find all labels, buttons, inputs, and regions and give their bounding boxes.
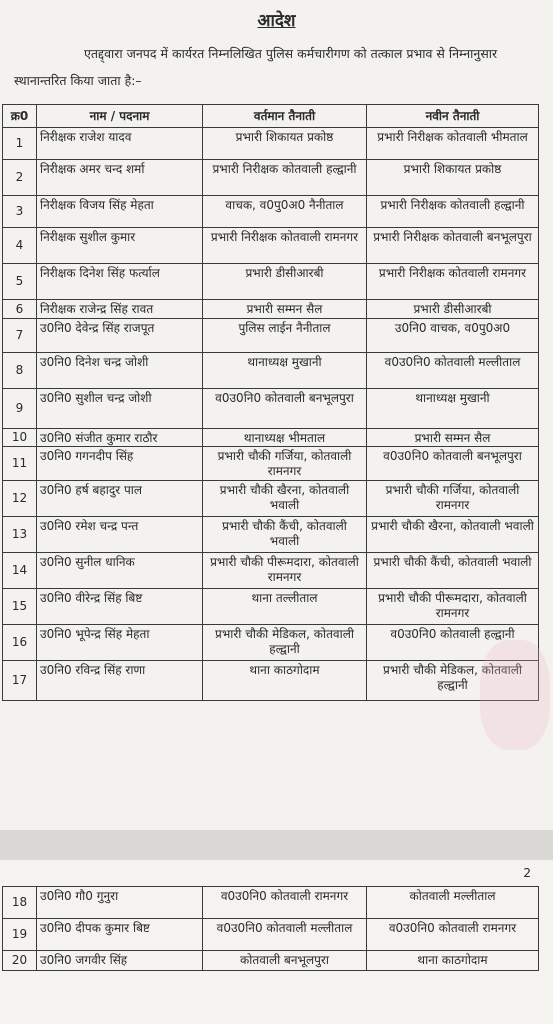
header-name: नाम / पदनाम [37,105,203,128]
table-row [3,553,539,589]
name-cell: उ0नि0 भूपेन्द्र सिंह मेहता [37,625,203,661]
current-posting-cell: थानाध्यक्ष भीमताल [203,429,367,447]
new-posting-cell: प्रभारी निरीक्षक कोतवाली भीमताल [367,128,539,160]
serial-cell: 9 [3,389,37,429]
new-posting-cell: प्रभारी निरीक्षक कोतवाली रामनगर [367,264,539,300]
current-posting-cell: प्रभारी सम्मन सैल [203,300,367,319]
name-cell: उ0नि0 दिनेश चन्द्र जोशी [37,353,203,389]
new-posting-cell: प्रभारी निरीक्षक कोतवाली बनभूलपुरा [367,228,539,264]
new-posting-cell: प्रभारी डीसीआरबी [367,300,539,319]
serial-cell: 11 [3,447,37,481]
name-cell: उ0नि0 सुनील धानिक [37,553,203,589]
new-posting-cell: प्रभारी चौकी मेडिकल, कोतवाली हल्द्वानी [367,661,539,701]
serial-cell: 20 [3,951,37,971]
new-posting-cell: व0उ0नि0 कोतवाली मल्लीताल [367,353,539,389]
serial-cell: 18 [3,887,37,919]
name-cell: निरीक्षक अमर चन्द शर्मा [37,160,203,196]
name-cell: उ0नि0 सुशील चन्द्र जोशी [37,389,203,429]
table-row [3,300,539,319]
table-row [3,887,539,919]
table-row [3,517,539,553]
current-posting-cell: प्रभारी चौकी पीरूमदारा, कोतवाली रामनगर [203,553,367,589]
document-title: आदेश [257,11,296,31]
name-cell: उ0नि0 देवेन्द्र सिंह राजपूत [37,319,203,353]
name-cell: उ0नि0 गगनदीप सिंह [37,447,203,481]
pink-stain [480,640,550,750]
serial-cell: 10 [3,429,37,447]
table-row [3,481,539,517]
current-posting-cell: वाचक, व0पु0अ0 नैनीताल [203,196,367,228]
new-posting-cell: प्रभारी चौकी पीरूमदारा, कोतवाली रामनगर [367,589,539,625]
serial-cell: 3 [3,196,37,228]
table-row [3,160,539,196]
new-posting-cell: उ0नि0 वाचक, व0पु0अ0 [367,319,539,353]
name-cell: उ0नि0 रमेश चन्द्र पन्त [37,517,203,553]
serial-cell: 7 [3,319,37,353]
table-header-row [3,105,539,128]
name-cell: निरीक्षक सुशील कुमार [37,228,203,264]
new-posting-cell: थानाध्यक्ष मुखानी [367,389,539,429]
current-posting-cell: प्रभारी चौकी खैरना, कोतवाली भवाली [203,481,367,517]
name-cell: उ0नि0 रविन्द्र सिंह राणा [37,661,203,701]
table-row [3,264,539,300]
name-cell: उ0नि0 जगवीर सिंह [37,951,203,971]
current-posting-cell: कोतवाली बनभूलपुरा [203,951,367,971]
new-posting-cell: प्रभारी शिकायत प्रकोष्ठ [367,160,539,196]
current-posting-cell: प्रभारी चौकी गर्जिया, कोतवाली रामनगर [203,447,367,481]
current-posting-cell: प्रभारी निरीक्षक कोतवाली हल्द्वानी [203,160,367,196]
new-posting-cell: व0उ0नि0 कोतवाली बनभूलपुरा [367,447,539,481]
current-posting-cell: व0उ0नि0 कोतवाली रामनगर [203,887,367,919]
table-row [3,661,539,701]
current-posting-cell: प्रभारी चौकी मेडिकल, कोतवाली हल्द्वानी [203,625,367,661]
name-cell: उ0नि0 वीरेन्द्र सिंह बिष्ट [37,589,203,625]
current-posting-cell: थाना काठगोदाम [203,661,367,701]
name-cell: निरीक्षक विजय सिंह मेहता [37,196,203,228]
serial-cell: 2 [3,160,37,196]
table-row [3,196,539,228]
serial-cell: 12 [3,481,37,517]
table-row [3,429,539,447]
table-row [3,625,539,661]
table-row [3,353,539,389]
new-posting-cell: कोतवाली मल्लीताल [367,887,539,919]
serial-cell: 5 [3,264,37,300]
page-gap [0,830,553,860]
table-row [3,228,539,264]
table-row [3,389,539,429]
current-posting-cell: प्रभारी शिकायत प्रकोष्ठ [203,128,367,160]
current-posting-cell: प्रभारी निरीक्षक कोतवाली रामनगर [203,228,367,264]
current-posting-cell: थाना तल्लीताल [203,589,367,625]
name-cell: उ0नि0 दीपक कुमार बिष्ट [37,919,203,951]
name-cell: निरीक्षक राजेन्द्र सिंह रावत [37,300,203,319]
transfer-table [2,104,539,701]
serial-cell: 15 [3,589,37,625]
document-page-2 [0,860,553,1024]
serial-cell: 8 [3,353,37,389]
current-posting-cell: थानाध्यक्ष मुखानी [203,353,367,389]
new-posting-cell: प्रभारी निरीक्षक कोतवाली हल्द्वानी [367,196,539,228]
header-new-posting: नवीन तैनाती [367,105,539,128]
name-cell: निरीक्षक राजेश यादव [37,128,203,160]
table-row [3,447,539,481]
current-posting-cell: प्रभारी डीसीआरबी [203,264,367,300]
transfer-table-continued [2,886,539,971]
new-posting-cell: व0उ0नि0 कोतवाली हल्द्वानी [367,625,539,661]
table-row [3,589,539,625]
new-posting-cell: व0उ0नि0 कोतवाली रामनगर [367,919,539,951]
new-posting-cell: प्रभारी चौकी गर्जिया, कोतवाली रामनगर [367,481,539,517]
serial-cell: 13 [3,517,37,553]
serial-cell: 1 [3,128,37,160]
current-posting-cell: पुलिस लाईन नैनीताल [203,319,367,353]
name-cell: उ0नि0 गौ0 गुनुरा [37,887,203,919]
serial-cell: 4 [3,228,37,264]
new-posting-cell: थाना काठगोदाम [367,951,539,971]
serial-cell: 14 [3,553,37,589]
current-posting-cell: व0उ0नि0 कोतवाली बनभूलपुरा [203,389,367,429]
page-number: 2 [523,866,531,880]
serial-cell: 6 [3,300,37,319]
name-cell: निरीक्षक दिनेश सिंह फर्त्याल [37,264,203,300]
serial-cell: 17 [3,661,37,701]
new-posting-cell: प्रभारी चौकी खैरना, कोतवाली भवाली [367,517,539,553]
name-cell: उ0नि0 संजीत कुमार राठौर [37,429,203,447]
table-row [3,919,539,951]
serial-cell: 19 [3,919,37,951]
current-posting-cell: व0उ0नि0 कोतवाली मल्लीताल [203,919,367,951]
serial-cell: 16 [3,625,37,661]
header-current-posting: वर्तमान तैनाती [203,105,367,128]
intro-paragraph: एतद्द्वारा जनपद में कार्यरत निम्नलिखित पुलिस कर्मचारीगण को तत्काल प्रभाव से निम्नानुसार स्थानान्तरित किया जाता है:– [14,46,498,88]
current-posting-cell: प्रभारी चौकी कैंची, कोतवाली भवाली [203,517,367,553]
new-posting-cell: प्रभारी चौकी कैंची, कोतवाली भवाली [367,553,539,589]
header-serial: क्र0 [3,105,37,128]
name-cell: उ0नि0 हर्ष बहादुर पाल [37,481,203,517]
table-row [3,128,539,160]
new-posting-cell: प्रभारी सम्मन सैल [367,429,539,447]
table-row [3,951,539,971]
table-row [3,319,539,353]
